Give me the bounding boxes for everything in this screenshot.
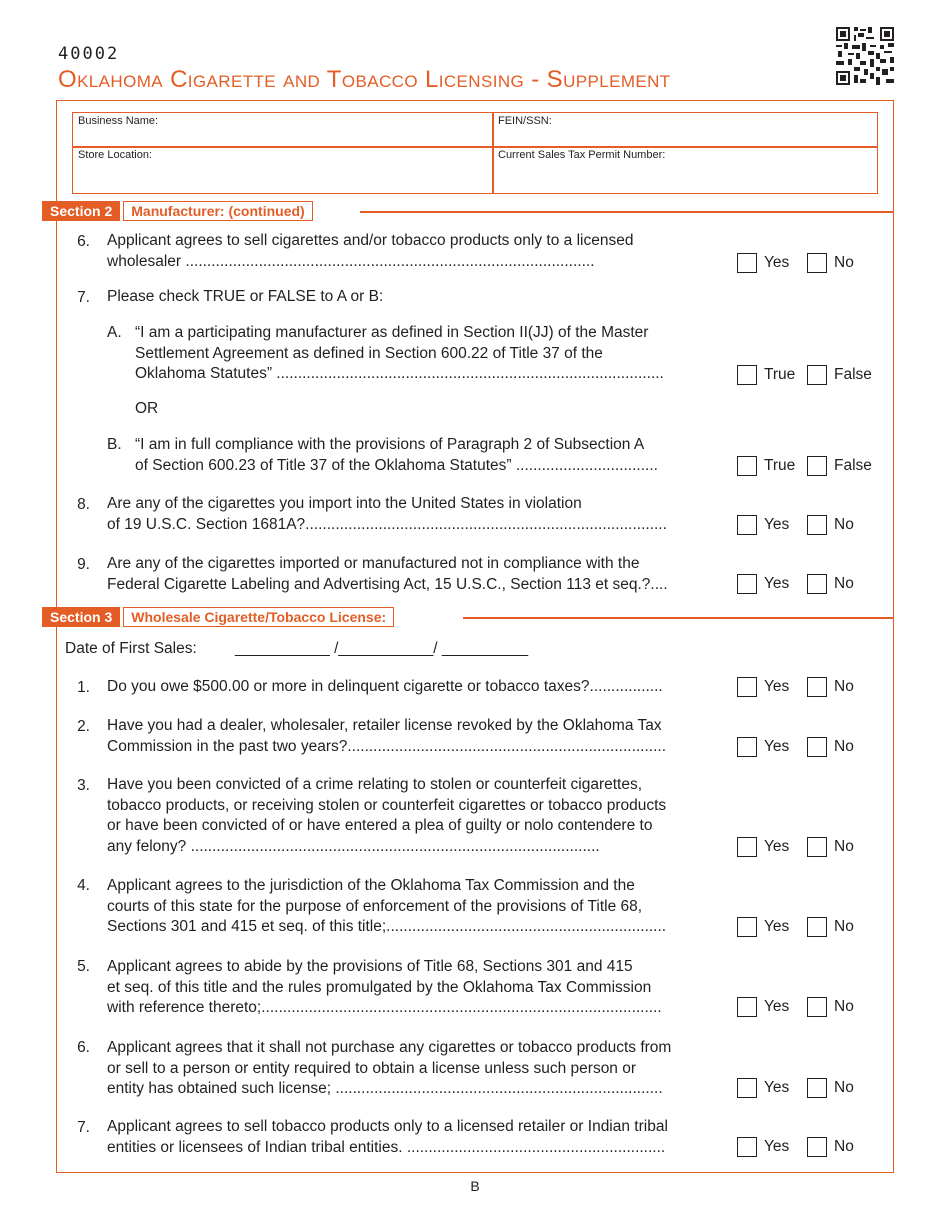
business-name-label: Business Name: (78, 115, 159, 127)
s3-q5-no-checkbox[interactable] (807, 997, 827, 1017)
s2-q8-yes-checkbox[interactable] (737, 515, 757, 535)
s2-q6-yes-label: Yes (764, 254, 790, 271)
s3-q3-no-checkbox[interactable] (807, 837, 827, 857)
s3-q2-no-label: No (834, 738, 854, 755)
s3-q1-yes-checkbox[interactable] (737, 677, 757, 697)
s3-q3-no-label: No (834, 838, 854, 855)
s3-q2-yes-checkbox[interactable] (737, 737, 757, 757)
s2-q7b-false-label: False (834, 457, 872, 474)
business-info-table (72, 112, 878, 194)
fein-field[interactable] (493, 113, 877, 146)
form-title: Oklahoma Cigarette and Tobacco Licensing - Supplement (58, 66, 671, 93)
s2-q7a-true-checkbox[interactable] (737, 365, 757, 385)
store-location-field[interactable] (73, 147, 492, 193)
s2-q8-yes-label: Yes (764, 516, 790, 533)
section3-header (42, 607, 394, 627)
s3-q2-text: Have you had a dealer, wholesaler, retailer license revoked by the Oklahoma Tax Commission in the past two years?.......................................................................... (107, 717, 667, 755)
s2-q8-number: 8. (77, 496, 90, 513)
qr-code-icon (836, 27, 894, 85)
s3-q6-number: 6. (77, 1039, 90, 1056)
section3-rule (463, 617, 894, 619)
s3-q1-no-checkbox[interactable] (807, 677, 827, 697)
sales-tax-permit-label: Current Sales Tax Permit Number: (498, 149, 666, 161)
section2-title: Manufacturer: (continued) (123, 201, 312, 221)
form-code: 40002 (58, 44, 120, 64)
s2-q7b-false-checkbox[interactable] (807, 456, 827, 476)
s3-q7-yes-label: Yes (764, 1138, 790, 1155)
s2-q7-text: Please check TRUE or FALSE to A or B: (107, 288, 384, 305)
s3-q3-text: Have you been convicted of a crime relating to stolen or counterfeit cigarettes, tobacco products, or receiving stolen or counterfeit cigarettes or tobacco products or have been convicted of or have entered a plea of guilty or nolo contendere to any felony? ............................................................................................... (107, 776, 667, 855)
s3-q7-text: Applicant agrees to sell tobacco products only to a licensed retailer or Indian tribal entities or licensees of Indian tribal entities. ............................................................ (107, 1118, 668, 1156)
section3-number: Section 3 (42, 607, 120, 627)
s2-q7b-true-checkbox[interactable] (737, 456, 757, 476)
page-letter: B (470, 1178, 480, 1194)
s3-q7-no-label: No (834, 1138, 854, 1155)
s3-q4-yes-checkbox[interactable] (737, 917, 757, 937)
section3-title: Wholesale Cigarette/Tobacco License: (123, 607, 394, 627)
s2-q9-no-checkbox[interactable] (807, 574, 827, 594)
s2-q8-text: Are any of the cigarettes you import into the United States in violation of 19 U.S.C. Section 1681A?.................................................................................... (107, 495, 667, 533)
s3-q2-no-checkbox[interactable] (807, 737, 827, 757)
s2-q6-no-checkbox[interactable] (807, 253, 827, 273)
section2-rule (360, 211, 894, 213)
s3-q4-text: Applicant agrees to the jurisdiction of the Oklahoma Tax Commission and the courts of this state for the purpose of enforcement of the provisions of Title 68, Sections 301 and 415 et seq. of this title;................................................................. (107, 877, 667, 935)
s2-q8-no-checkbox[interactable] (807, 515, 827, 535)
sales-tax-permit-field[interactable] (493, 147, 877, 193)
store-location-label: Store Location: (78, 149, 152, 161)
s2-q9-yes-checkbox[interactable] (737, 574, 757, 594)
fein-label: FEIN/SSN: (498, 115, 552, 127)
s3-q3-yes-label: Yes (764, 838, 790, 855)
business-name-field[interactable] (73, 113, 492, 146)
s3-q1-text: Do you owe $500.00 or more in delinquent cigarette or tobacco taxes?................. (107, 678, 663, 695)
s2-q7a-false-checkbox[interactable] (807, 365, 827, 385)
s2-q6-text: Applicant agrees to sell cigarettes and/or tobacco products only to a licensed wholesaler ............................................................................................... (107, 232, 634, 270)
s2-q9-yes-label: Yes (764, 575, 790, 592)
s3-q4-no-label: No (834, 918, 854, 935)
s2-q9-text: Are any of the cigarettes imported or manufactured not in compliance with the Federal Cigarette Labeling and Advertising Act, 15 U.S.C., Section 113 et seq.?.... (107, 555, 668, 593)
s3-q6-yes-checkbox[interactable] (737, 1078, 757, 1098)
s3-q6-yes-label: Yes (764, 1079, 790, 1096)
s3-q3-number: 3. (77, 777, 90, 794)
s3-q5-text: Applicant agrees to abide by the provisions of Title 68, Sections 301 and 415 et seq. of this title and the rules promulgated by the Oklahoma Tax Commission with reference thereto;............................................................................................. (107, 958, 662, 1016)
s3-q2-number: 2. (77, 718, 90, 735)
s3-q4-number: 4. (77, 877, 90, 894)
s2-or-text: OR (135, 400, 159, 417)
s2-q7b-letter: B. (107, 436, 122, 453)
s3-q6-no-label: No (834, 1079, 854, 1096)
date-first-sales-field[interactable]: ___________ /___________/ __________ (235, 640, 529, 657)
s3-q2-yes-label: Yes (764, 738, 790, 755)
s2-q7-number: 7. (77, 289, 90, 306)
s3-q6-text: Applicant agrees that it shall not purchase any cigarettes or tobacco products from or sell to a person or entity required to obtain a license unless such person or entity has obtained such license; ............................................................................ (107, 1039, 672, 1097)
s3-q7-yes-checkbox[interactable] (737, 1137, 757, 1157)
s3-q4-no-checkbox[interactable] (807, 917, 827, 937)
s3-q6-no-checkbox[interactable] (807, 1078, 827, 1098)
s3-q5-no-label: No (834, 998, 854, 1015)
s3-q1-yes-label: Yes (764, 678, 790, 695)
s3-q4-yes-label: Yes (764, 918, 790, 935)
s3-q5-yes-checkbox[interactable] (737, 997, 757, 1017)
s3-q5-yes-label: Yes (764, 998, 790, 1015)
s2-q7a-false-label: False (834, 366, 872, 383)
s2-q7a-true-label: True (764, 366, 796, 383)
s2-q8-no-label: No (834, 516, 854, 533)
s2-q6-number: 6. (77, 233, 90, 250)
s3-q7-no-checkbox[interactable] (807, 1137, 827, 1157)
s2-q7a-text: “I am a participating manufacturer as defined in Section II(JJ) of the Master Settlement Agreement as defined in Section 600.22 of Title 37 of the Oklahoma Statutes” .......................................................................................... (135, 324, 664, 382)
s3-q7-number: 7. (77, 1119, 90, 1136)
s3-q3-yes-checkbox[interactable] (737, 837, 757, 857)
s2-q7b-text: “I am in full compliance with the provisions of Paragraph 2 of Subsection A of Section 600.23 of Title 37 of the Oklahoma Statutes” ................................. (135, 436, 658, 474)
s3-q5-number: 5. (77, 958, 90, 975)
date-first-sales-label: Date of First Sales: (65, 640, 197, 657)
s2-q9-number: 9. (77, 556, 90, 573)
s2-q6-yes-checkbox[interactable] (737, 253, 757, 273)
s2-q7b-true-label: True (764, 457, 796, 474)
s2-q9-no-label: No (834, 575, 854, 592)
s3-q1-number: 1. (77, 679, 90, 696)
section2-header (42, 201, 313, 221)
s2-q7a-letter: A. (107, 324, 122, 341)
s3-q1-no-label: No (834, 678, 854, 695)
s2-q6-no-label: No (834, 254, 854, 271)
section2-number: Section 2 (42, 201, 120, 221)
